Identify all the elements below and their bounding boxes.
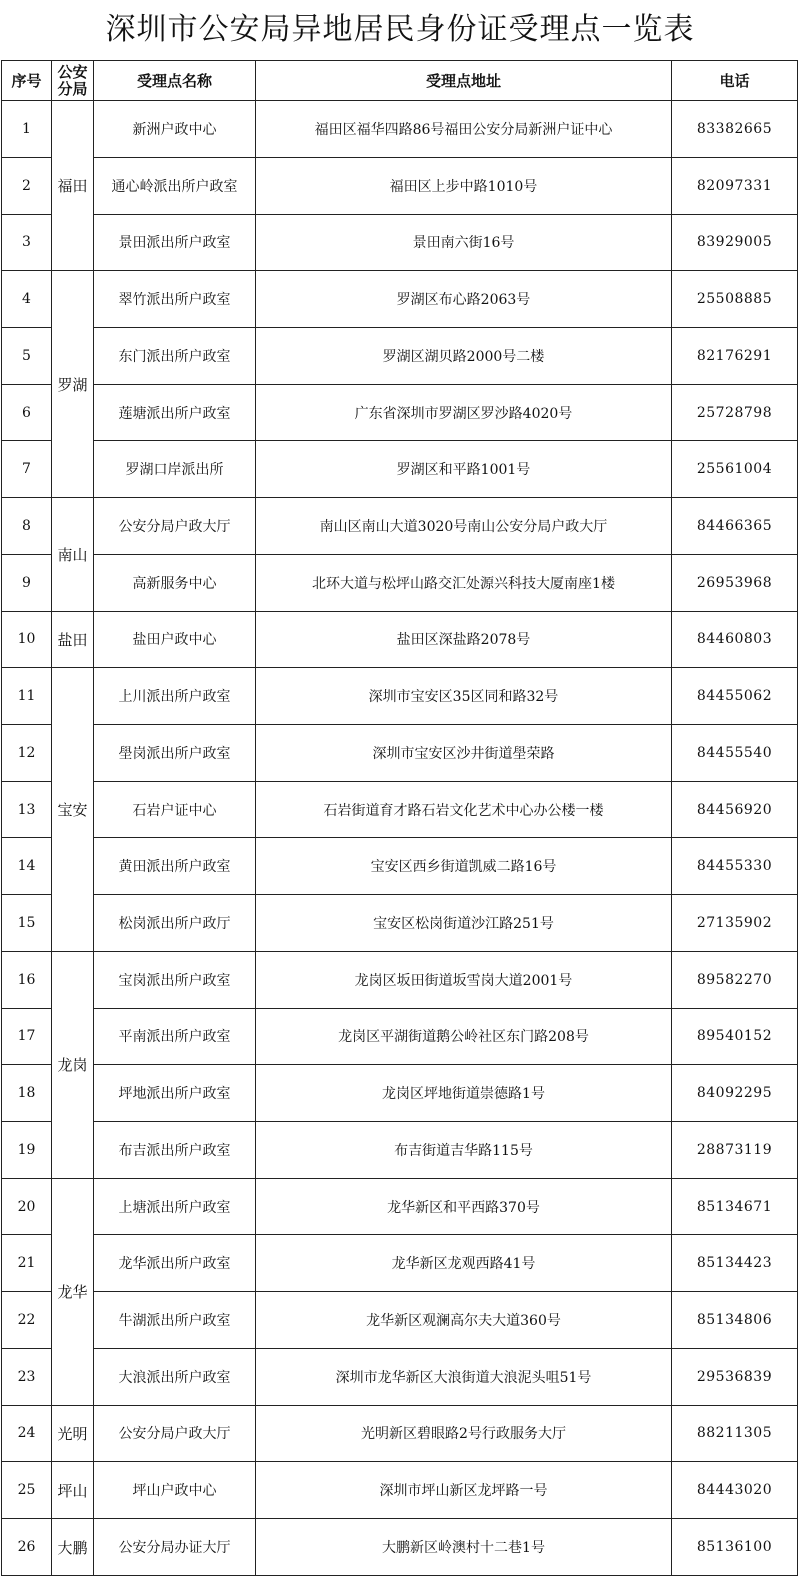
district-cell: 盐田	[52, 611, 94, 668]
table-row	[2, 1122, 798, 1179]
header-phone: 电话	[672, 61, 798, 101]
row-phone: 85134423	[672, 1235, 798, 1292]
table-row	[2, 781, 798, 838]
row-name: 石岩户证中心	[94, 781, 256, 838]
row-phone: 84455540	[672, 725, 798, 782]
row-name: 壆岗派出所户政室	[94, 725, 256, 782]
page-title: 深圳市公安局异地居民身份证受理点一览表	[105, 12, 695, 47]
row-address: 布吉街道吉华路115号	[256, 1122, 672, 1179]
row-index: 16	[2, 951, 52, 1008]
row-address: 福田区福华四路86号福田公安分局新洲户证中心	[256, 101, 672, 158]
district-cell: 大鹏	[52, 1519, 94, 1576]
row-name: 东门派出所户政室	[94, 327, 256, 384]
table-row	[2, 1008, 798, 1065]
acceptance-points-table	[1, 60, 798, 1576]
row-name: 通心岭派出所户政室	[94, 157, 256, 214]
table-row	[2, 1348, 798, 1405]
row-name: 黄田派出所户政室	[94, 838, 256, 895]
district-cell: 罗湖	[52, 271, 94, 498]
row-address: 大鹏新区岭澳村十二巷1号	[256, 1519, 672, 1576]
table-row	[2, 1178, 798, 1235]
row-address: 龙华新区观澜高尔夫大道360号	[256, 1292, 672, 1349]
row-name: 牛湖派出所户政室	[94, 1292, 256, 1349]
row-index: 12	[2, 725, 52, 782]
table-row	[2, 1405, 798, 1462]
row-index: 1	[2, 101, 52, 158]
row-name: 上川派出所户政室	[94, 668, 256, 725]
header-index: 序号	[2, 61, 52, 101]
table-row	[2, 157, 798, 214]
row-address: 龙华新区和平西路370号	[256, 1178, 672, 1235]
row-phone: 25561004	[672, 441, 798, 498]
table-row	[2, 1292, 798, 1349]
row-phone: 85136100	[672, 1519, 798, 1576]
table-row	[2, 725, 798, 782]
table-row	[2, 271, 798, 328]
row-phone: 83929005	[672, 214, 798, 271]
row-address: 龙岗区平湖街道鹅公岭社区东门路208号	[256, 1008, 672, 1065]
district-cell: 龙华	[52, 1178, 94, 1405]
row-address: 景田南六街16号	[256, 214, 672, 271]
row-name: 公安分局户政大厅	[94, 1405, 256, 1462]
row-index: 22	[2, 1292, 52, 1349]
row-index: 17	[2, 1008, 52, 1065]
row-index: 13	[2, 781, 52, 838]
row-name: 莲塘派出所户政室	[94, 384, 256, 441]
row-name: 高新服务中心	[94, 554, 256, 611]
header-district: 公安 分局	[52, 61, 94, 101]
row-phone: 84456920	[672, 781, 798, 838]
table-row	[2, 668, 798, 725]
header-name: 受理点名称	[94, 61, 256, 101]
row-index: 10	[2, 611, 52, 668]
row-name: 上塘派出所户政室	[94, 1178, 256, 1235]
row-name: 宝岗派出所户政室	[94, 951, 256, 1008]
row-address: 深圳市宝安区沙井街道壆荣路	[256, 725, 672, 782]
row-name: 坪地派出所户政室	[94, 1065, 256, 1122]
row-address: 深圳市龙华新区大浪街道大浪泥头咀51号	[256, 1348, 672, 1405]
row-phone: 82097331	[672, 157, 798, 214]
row-index: 19	[2, 1122, 52, 1179]
row-phone: 84455330	[672, 838, 798, 895]
district-cell: 福田	[52, 101, 94, 271]
table-row	[2, 1065, 798, 1122]
row-address: 罗湖区和平路1001号	[256, 441, 672, 498]
row-phone: 83382665	[672, 101, 798, 158]
row-phone: 84443020	[672, 1462, 798, 1519]
row-index: 6	[2, 384, 52, 441]
row-address: 深圳市宝安区35区同和路32号	[256, 668, 672, 725]
table-row	[2, 101, 798, 158]
row-phone: 84466365	[672, 498, 798, 555]
table-row	[2, 327, 798, 384]
row-address: 宝安区西乡街道凯威二路16号	[256, 838, 672, 895]
row-phone: 85134806	[672, 1292, 798, 1349]
row-phone: 84460803	[672, 611, 798, 668]
table-row	[2, 1519, 798, 1576]
row-name: 公安分局户政大厅	[94, 498, 256, 555]
row-index: 15	[2, 895, 52, 952]
table-row	[2, 498, 798, 555]
row-name: 公安分局办证大厅	[94, 1519, 256, 1576]
row-address: 宝安区松岗街道沙江路251号	[256, 895, 672, 952]
row-index: 8	[2, 498, 52, 555]
row-name: 龙华派出所户政室	[94, 1235, 256, 1292]
table-row	[2, 441, 798, 498]
row-index: 7	[2, 441, 52, 498]
row-phone: 28873119	[672, 1122, 798, 1179]
district-cell: 坪山	[52, 1462, 94, 1519]
row-address: 龙岗区坪地街道崇德路1号	[256, 1065, 672, 1122]
row-phone: 89582270	[672, 951, 798, 1008]
row-name: 新洲户政中心	[94, 101, 256, 158]
row-index: 20	[2, 1178, 52, 1235]
table-row	[2, 384, 798, 441]
row-address: 光明新区碧眼路2号行政服务大厅	[256, 1405, 672, 1462]
row-address: 罗湖区布心路2063号	[256, 271, 672, 328]
row-address: 福田区上步中路1010号	[256, 157, 672, 214]
row-address: 石岩街道育才路石岩文化艺术中心办公楼一楼	[256, 781, 672, 838]
row-address: 南山区南山大道3020号南山公安分局户政大厅	[256, 498, 672, 555]
table-row	[2, 611, 798, 668]
district-cell: 光明	[52, 1405, 94, 1462]
row-phone: 27135902	[672, 895, 798, 952]
row-name: 坪山户政中心	[94, 1462, 256, 1519]
header-address: 受理点地址	[256, 61, 672, 101]
district-cell: 龙岗	[52, 951, 94, 1178]
row-index: 3	[2, 214, 52, 271]
row-name: 罗湖口岸派出所	[94, 441, 256, 498]
row-phone: 29536839	[672, 1348, 798, 1405]
table-row	[2, 554, 798, 611]
district-cell: 宝安	[52, 668, 94, 952]
row-phone: 26953968	[672, 554, 798, 611]
row-name: 景田派出所户政室	[94, 214, 256, 271]
table-row	[2, 895, 798, 952]
row-phone: 25728798	[672, 384, 798, 441]
row-name: 松岗派出所户政厅	[94, 895, 256, 952]
district-cell: 南山	[52, 498, 94, 611]
row-index: 21	[2, 1235, 52, 1292]
row-phone: 89540152	[672, 1008, 798, 1065]
table-row	[2, 214, 798, 271]
row-address: 盐田区深盐路2078号	[256, 611, 672, 668]
table-row	[2, 838, 798, 895]
table-row	[2, 951, 798, 1008]
row-index: 11	[2, 668, 52, 725]
row-phone: 88211305	[672, 1405, 798, 1462]
row-address: 罗湖区湖贝路2000号二楼	[256, 327, 672, 384]
row-address: 广东省深圳市罗湖区罗沙路4020号	[256, 384, 672, 441]
row-index: 26	[2, 1519, 52, 1576]
row-index: 9	[2, 554, 52, 611]
row-phone: 84455062	[672, 668, 798, 725]
row-index: 2	[2, 157, 52, 214]
row-name: 翠竹派出所户政室	[94, 271, 256, 328]
row-name: 平南派出所户政室	[94, 1008, 256, 1065]
row-phone: 82176291	[672, 327, 798, 384]
row-phone: 84092295	[672, 1065, 798, 1122]
row-address: 龙岗区坂田街道坂雪岗大道2001号	[256, 951, 672, 1008]
row-index: 18	[2, 1065, 52, 1122]
row-index: 23	[2, 1348, 52, 1405]
row-name: 布吉派出所户政室	[94, 1122, 256, 1179]
row-address: 北环大道与松坪山路交汇处源兴科技大厦南座1楼	[256, 554, 672, 611]
row-index: 14	[2, 838, 52, 895]
table-row	[2, 1235, 798, 1292]
row-index: 4	[2, 271, 52, 328]
row-phone: 85134671	[672, 1178, 798, 1235]
row-index: 5	[2, 327, 52, 384]
row-name: 大浪派出所户政室	[94, 1348, 256, 1405]
table-header-row	[2, 61, 798, 101]
row-index: 24	[2, 1405, 52, 1462]
row-address: 龙华新区龙观西路41号	[256, 1235, 672, 1292]
row-name: 盐田户政中心	[94, 611, 256, 668]
row-index: 25	[2, 1462, 52, 1519]
table-row	[2, 1462, 798, 1519]
row-address: 深圳市坪山新区龙坪路一号	[256, 1462, 672, 1519]
row-phone: 25508885	[672, 271, 798, 328]
